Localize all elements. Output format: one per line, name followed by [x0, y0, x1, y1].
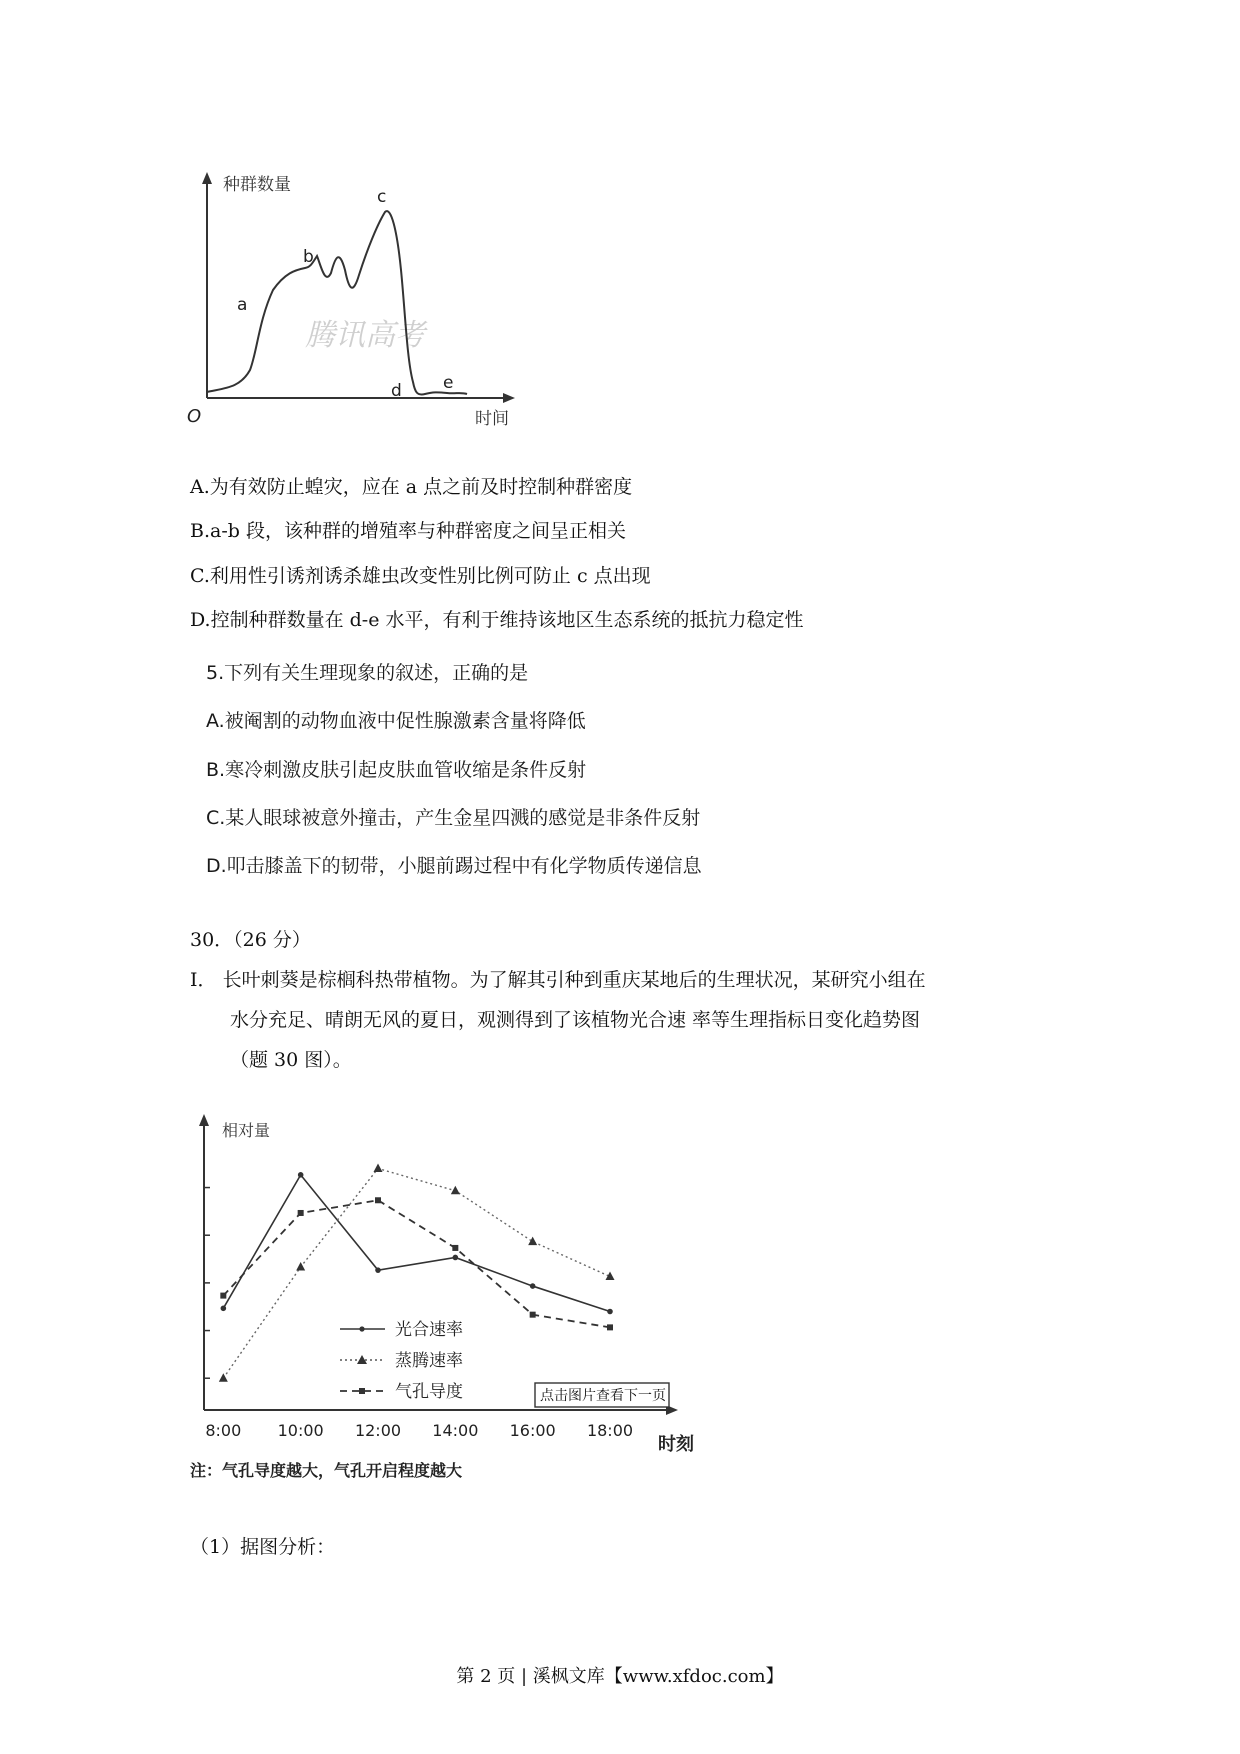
- watermark: 腾讯高考: [305, 318, 425, 353]
- point-label-a: a: [237, 295, 248, 315]
- series-point-1: [528, 1237, 537, 1246]
- legend-label-transpiration: 蒸腾速率: [395, 1351, 463, 1371]
- legend-label-stomatal: 气孔导度: [395, 1382, 463, 1402]
- series-point-2: [298, 1210, 304, 1216]
- chart-x-label: 时刻: [658, 1434, 694, 1455]
- population-figure: [185, 170, 525, 440]
- q4-option-a: A.为有效防止蝗灾，应在 a 点之前及时控制种群密度: [190, 476, 633, 498]
- chart-x-tick-label: 10:00: [277, 1421, 324, 1440]
- q5-option-b: B.寒冷刺激皮肤引起皮肤血管收缩是条件反射: [206, 759, 587, 781]
- q30-sub1: （1）据图分析：: [190, 1536, 336, 1558]
- q4-option-d: D.控制种群数量在 d-e 水平，有利于维持该地区生态系统的抵抗力稳定性: [190, 609, 804, 631]
- legend-label-photosynthesis: 光合速率: [395, 1320, 463, 1340]
- chart-x-tick-label: 18:00: [586, 1421, 634, 1440]
- series-point-0: [375, 1267, 381, 1273]
- q30-part1-line3: （题 30 图）。: [230, 1049, 352, 1071]
- point-label-e: e: [443, 373, 454, 393]
- chart-note: 注：气孔导度越大，气孔开启程度越大: [190, 1461, 463, 1480]
- chart-y-label: 相对量: [222, 1121, 271, 1140]
- point-label-c: c: [377, 187, 387, 207]
- q30-part1-line1: 长叶刺葵是棕榈科热带植物。为了解其引种到重庆某地后的生理状况，某研究小组在: [222, 969, 926, 991]
- x-axis-arrow: [503, 393, 515, 403]
- q5-option-a: A.被阉割的动物血液中促性腺激素含量将降低: [206, 710, 586, 732]
- series-point-1: [219, 1373, 228, 1382]
- point-label-b: b: [303, 247, 314, 267]
- legend-marker-stomatal: [359, 1388, 365, 1394]
- q30-part1-line2: 水分充足、晴朗无风的夏日，观测得到了该植物光合速 率等生理指标日变化趋势图: [230, 1009, 921, 1031]
- series-point-2: [375, 1197, 381, 1203]
- q30-part1: [190, 960, 1070, 1080]
- chart-x-tick-label: 12:00: [354, 1421, 402, 1440]
- q5-stem: 5.下列有关生理现象的叙述，正确的是: [206, 662, 529, 684]
- chart-series-layer: [219, 1163, 615, 1381]
- series-line-1: [223, 1168, 610, 1378]
- chart-x-tick-label: 16:00: [509, 1421, 556, 1440]
- q4-option-b: B.a-b 段，该种群的增殖率与种群密度之间呈正相关: [190, 520, 626, 542]
- page-footer: 第 2 页 | 溪枫文库【www.xfdoc.com】: [456, 1666, 784, 1687]
- fig30-chart: [190, 1110, 730, 1500]
- series-point-0: [298, 1172, 304, 1178]
- x-axis-label: 时间: [475, 409, 509, 429]
- next-page-button[interactable]: [535, 1383, 669, 1407]
- series-line-0: [223, 1175, 610, 1312]
- point-label-d: d: [391, 381, 402, 401]
- series-point-2: [607, 1324, 613, 1330]
- legend-marker-photosynthesis: [359, 1326, 364, 1331]
- q5-option-c: C.某人眼球被意外撞击，产生金星四溅的感觉是非条件反射: [206, 807, 701, 829]
- y-axis-label: 种群数量: [223, 175, 291, 195]
- q30-part1-number: Ⅰ．: [190, 969, 217, 991]
- y-axis-arrow: [202, 172, 212, 184]
- series-point-0: [607, 1309, 613, 1315]
- series-point-2: [530, 1312, 536, 1318]
- chart-x-tick-label: 14:00: [432, 1421, 479, 1440]
- series-point-1: [374, 1163, 383, 1172]
- next-page-button-label[interactable]: 点击图片查看下一页: [540, 1388, 666, 1404]
- series-point-0: [221, 1306, 227, 1312]
- chart-y-axis-arrow: [199, 1114, 209, 1126]
- series-point-2: [220, 1293, 226, 1299]
- series-point-0: [453, 1255, 459, 1261]
- series-point-2: [452, 1245, 458, 1251]
- q30-header: 30．（26 分）: [190, 929, 311, 951]
- q4-option-c: C.利用性引诱剂诱杀雄虫改变性别比例可防止 c 点出现: [190, 565, 651, 587]
- chart-legend: [340, 1320, 463, 1402]
- series-point-1: [451, 1186, 460, 1195]
- origin-label: O: [187, 406, 202, 427]
- chart-x-tick-label: 8:00: [205, 1421, 242, 1440]
- chart-x-tick-labels: [205, 1421, 633, 1440]
- series-point-0: [530, 1283, 536, 1289]
- q5-option-d: D.叩击膝盖下的韧带，小腿前踢过程中有化学物质传递信息: [206, 855, 702, 877]
